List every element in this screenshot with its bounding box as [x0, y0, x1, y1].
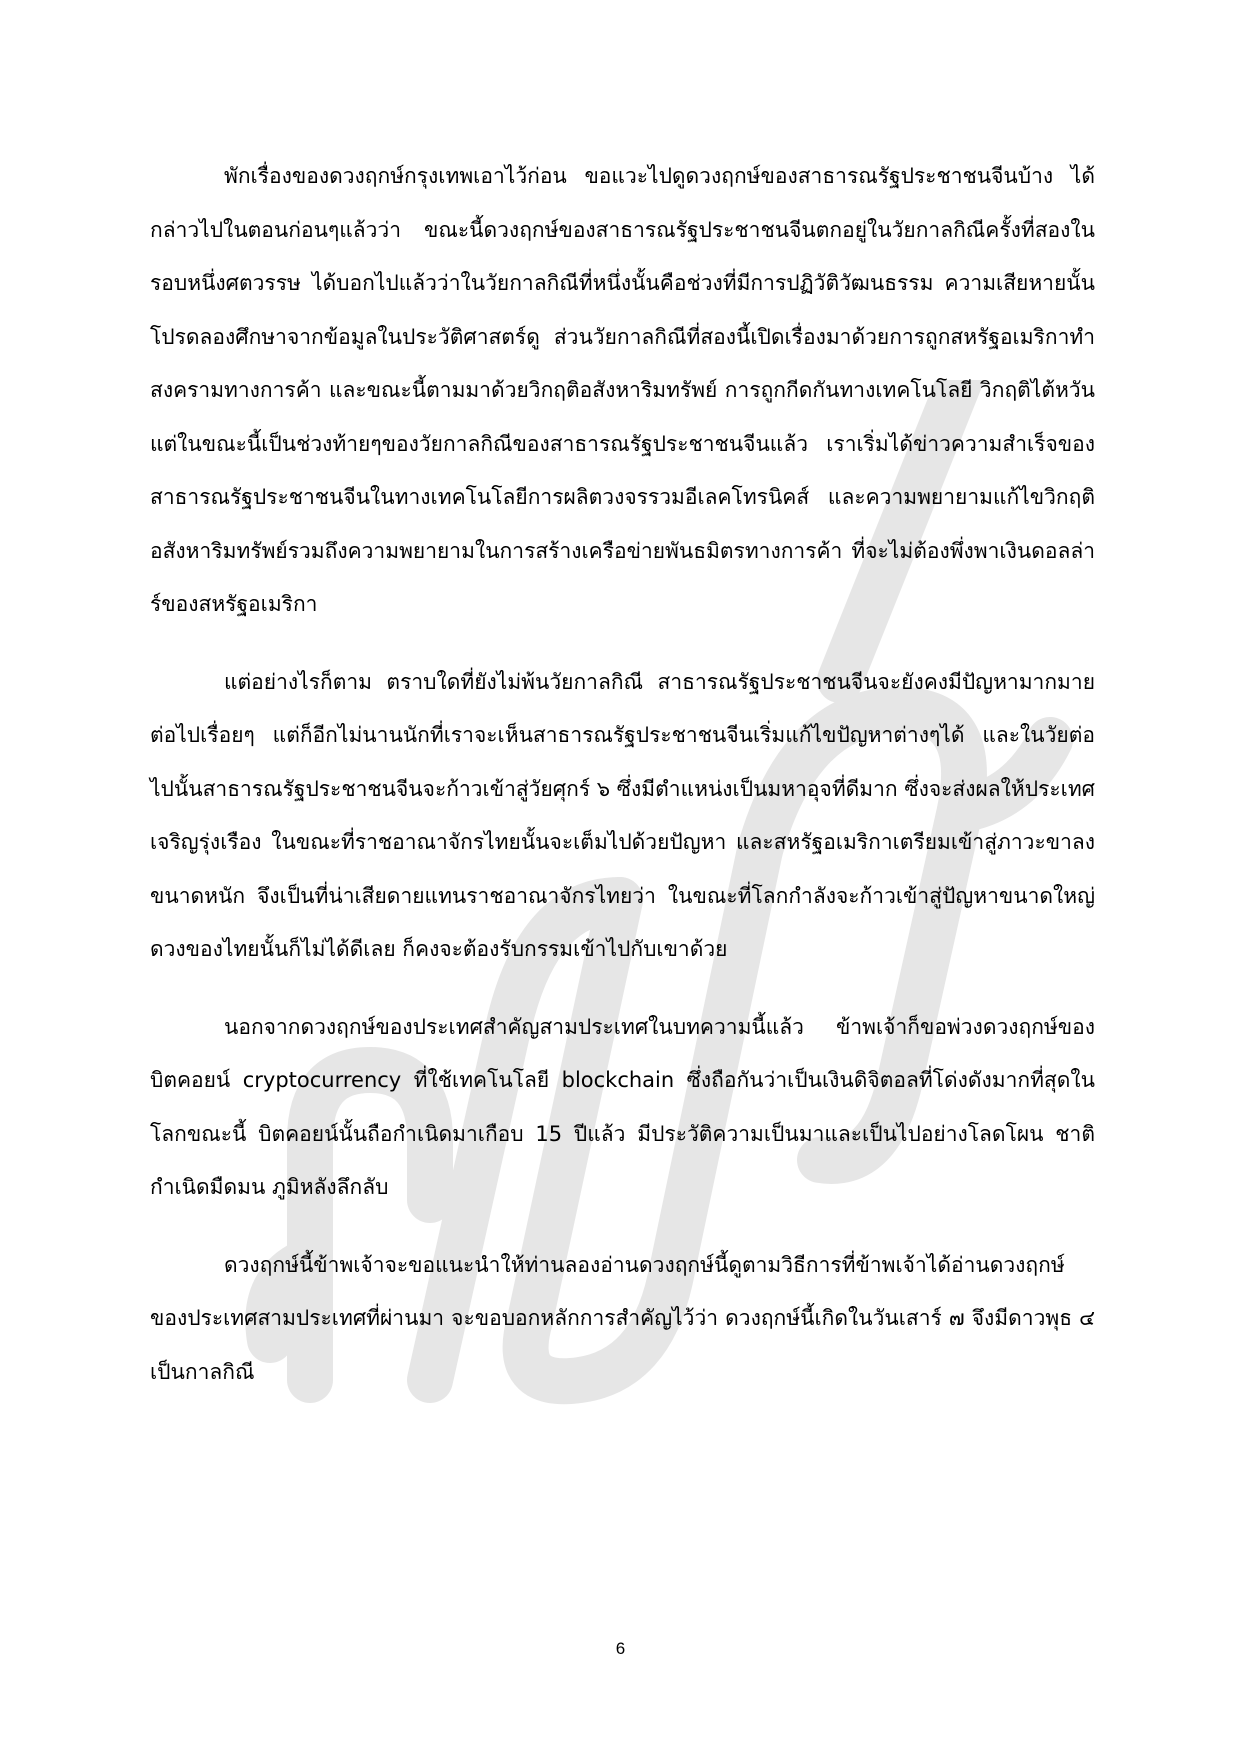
- paragraph-3: นอกจากดวงฤกษ์ของประเทศสำคัญสามประเทศในบทความนี้แล้ว ข้าพเจ้าก็ขอพ่วงดวงฤกษ์ของบิตคอยน์ cryptocurrency ที่ใช้เทคโนโลยี blockchain ซึ่งถือกันว่าเป็นเงินดิจิตอลที่โด่งดังมากที่สุดในโลกขณะนี้ บิตคอยน์นั้นถือกำเนิดมาเกือบ 15 ปีแล้ว มีประวัติความเป็นมาและเป็นไปอย่างโลดโผน ชาติกำเนิดมืดมน ภูมิหลังลึกลับ: [150, 1014, 1095, 1199]
- paragraph-1: พักเรื่องของดวงฤกษ์กรุงเทพเอาไว้ก่อน ขอแวะไปดูดวงฤกษ์ของสาธารณรัฐประชาชนจีนบ้าง ได้กล่าวไปในตอนก่อนๆแล้วว่า ขณะนี้ดวงฤกษ์ของสาธารณรัฐประชาชนจีนตกอยู่ในวัยกาลกิณีครั้งที่สองในรอบหนึ่งศตวรรษ ได้บอกไปแล้วว่าในวัยกาลกิณีที่หนึ่งนั้นคือช่วงที่มีการปฏิวัติวัฒนธรรม ความเสียหายนั้นโปรดลองศึกษาจากข้อมูลในประวัติศาสตร์ดู ส่วนวัยกาลกิณีที่สองนี้เปิดเรื่องมาด้วยการถูกสหรัฐอเมริกาทำสงครามทางการค้า และขณะนี้ตามมาด้วยวิกฤติอสังหาริมทรัพย์ การถูกกีดกันทางเทคโนโลยี วิกฤติไต้หวัน แต่ในขณะนี้เป็นช่วงท้ายๆของวัยกาลกิณีของสาธารณรัฐประชาชนจีนแล้ว เราเริ่มได้ข่าวความสำเร็จของสาธารณรัฐประชาชนจีนในทางเทคโนโลยีการผลิตวงจรรวมอีเลคโทรนิคส์ และความพยายามแก้ไขวิกฤติอสังหาริมทรัพย์รวมถึงความพยายามในการสร้างเครือข่ายพันธมิตรทางการค้า ที่จะไม่ต้องพึ่งพาเงินดอลล่าร์ของสหรัฐอเมริกา: [150, 164, 1095, 616]
- paragraph-4: ดวงฤกษ์นี้ข้าพเจ้าจะขอแนะนำให้ท่านลองอ่านดวงฤกษ์นี้ดูตามวิธีการที่ข้าพเจ้าได้อ่านดวงฤกษ์ของประเทศสามประเทศที่ผ่านมา จะขอบอกหลักการสำคัญไว้ว่า ดวงฤกษ์นี้เกิดในวันเสาร์ ๗ จึงมีดาวพุธ ๔ เป็นกาลกิณี: [150, 1252, 1095, 1384]
- document-body: [150, 150, 1095, 1399]
- page-number: 6: [615, 1639, 626, 1658]
- paragraph-2: แต่อย่างไรก็ตาม ตราบใดที่ยังไม่พ้นวัยกาลกิณี สาธารณรัฐประชาชนจีนจะยังคงมีปัญหามากมายต่อไปเรื่อยๆ แต่ก็อีกไม่นานนักที่เราจะเห็นสาธารณรัฐประชาชนจีนเริ่มแก้ไขปัญหาต่างๆได้ และในวัยต่อไปนั้นสาธารณรัฐประชาชนจีนจะก้าวเข้าสู่วัยศุกร์ ๖ ซึ่งมีตำแหน่งเป็นมหาอุจที่ดีมาก ซึ่งจะส่งผลให้ประเทศเจริญรุ่งเรือง ในขณะที่ราชอาณาจักรไทยนั้นจะเต็มไปด้วยปัญหา และสหรัฐอเมริกาเตรียมเข้าสู่ภาวะขาลงขนาดหนัก จึงเป็นที่น่าเสียดายแทนราชอาณาจักรไทยว่า ในขณะที่โลกกำลังจะก้าวเข้าสู่ปัญหาขนาดใหญ่ ดวงของไทยนั้นก็ไม่ได้ดีเลย ก็คงจะต้องรับกรรมเข้าไปกับเขาด้วย: [150, 669, 1095, 961]
